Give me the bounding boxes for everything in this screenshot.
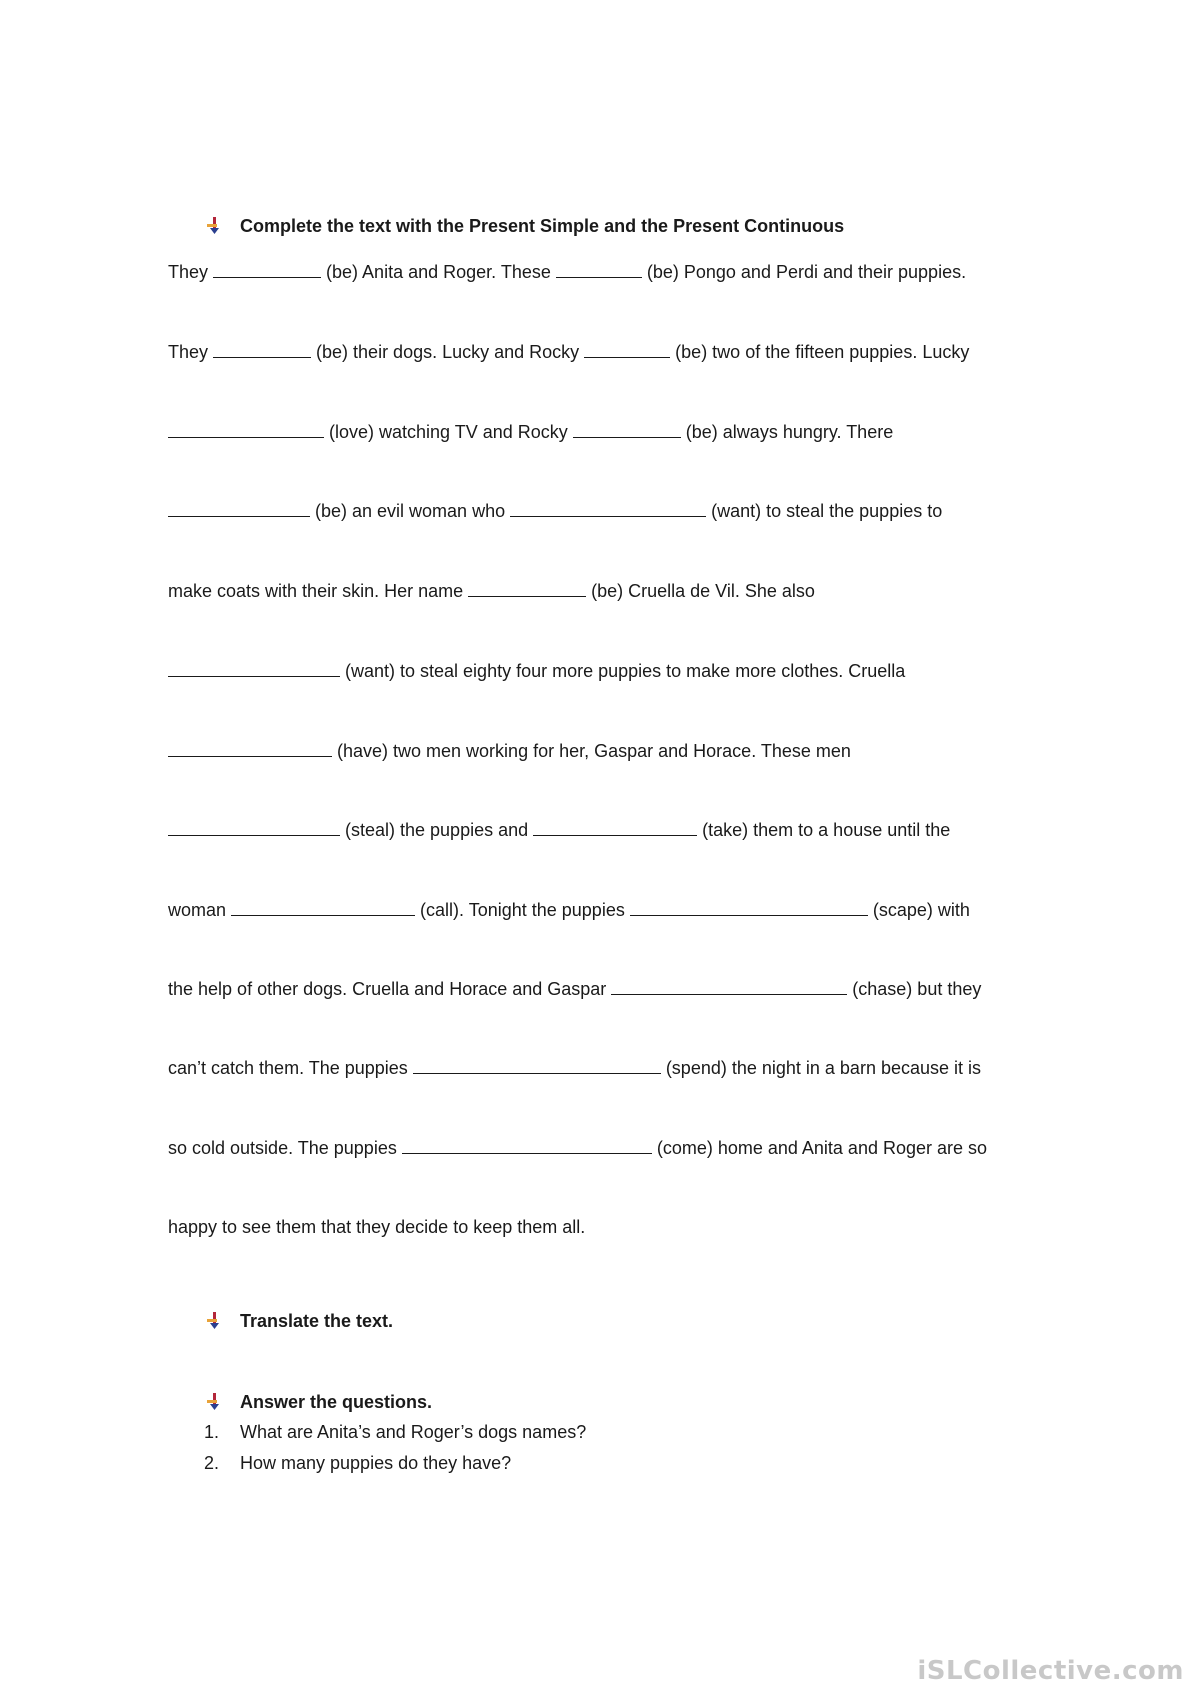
answer-blank[interactable] bbox=[584, 341, 670, 358]
answer-blank[interactable] bbox=[231, 899, 415, 916]
text-line-1 bbox=[168, 260, 966, 284]
segment: make coats with their skin. Her name bbox=[168, 581, 469, 601]
segment: the help of other dogs. Cruella and Horace and Gaspar bbox=[168, 979, 612, 999]
answer-blank[interactable] bbox=[573, 421, 681, 438]
answer-blank[interactable] bbox=[611, 978, 847, 995]
exercise-2-heading bbox=[204, 1309, 393, 1333]
text-line-5 bbox=[168, 579, 815, 603]
exercise-3-heading-text: Answer the questions. bbox=[240, 1392, 433, 1412]
exercise-1-heading-text: Complete the text with the Present Simple and the Present Continuous bbox=[240, 216, 845, 236]
text-line-6 bbox=[168, 659, 905, 683]
segment: (love) watching TV and Rocky bbox=[324, 422, 573, 442]
text-line-8 bbox=[168, 818, 950, 842]
answer-blank[interactable] bbox=[402, 1137, 652, 1154]
text-line-9 bbox=[168, 898, 970, 922]
text-line-3 bbox=[168, 420, 893, 444]
answer-blank[interactable] bbox=[168, 500, 310, 517]
text-line-10 bbox=[168, 977, 981, 1001]
answer-blank[interactable] bbox=[556, 261, 642, 278]
segment: (be) Pongo and Perdi and their puppies. bbox=[641, 262, 967, 282]
text-line-4 bbox=[168, 499, 942, 523]
question-text: What are Anita’s and Roger’s dogs names? bbox=[240, 1422, 587, 1442]
segment: so cold outside. The puppies bbox=[168, 1138, 402, 1158]
list-item bbox=[204, 1451, 511, 1475]
text-line-2 bbox=[168, 340, 969, 364]
segment: They bbox=[168, 262, 214, 282]
list-item bbox=[204, 1420, 586, 1444]
segment: (steal) the puppies and bbox=[340, 820, 534, 840]
segment: (call). Tonight the puppies bbox=[415, 900, 630, 920]
segment: They bbox=[168, 342, 214, 362]
answer-blank[interactable] bbox=[413, 1057, 661, 1074]
segment: can’t catch them. The puppies bbox=[168, 1058, 413, 1078]
site-watermark: iSLCollective.com bbox=[917, 1656, 1184, 1686]
segment: (have) two men working for her, Gaspar and Horace. These men bbox=[332, 741, 851, 761]
answer-blank[interactable] bbox=[630, 899, 868, 916]
segment: (be) always hungry. There bbox=[680, 422, 894, 442]
segment: (spend) the night in a barn because it is bbox=[660, 1058, 982, 1078]
segment: (be) Anita and Roger. These bbox=[321, 262, 556, 282]
arrow-bullet-icon bbox=[204, 1392, 224, 1412]
segment: (want) to steal eighty four more puppies to make more clothes. Cruella bbox=[340, 661, 906, 681]
segment: happy to see them that they decide to keep them all. bbox=[168, 1217, 586, 1237]
segment: (be) Cruella de Vil. She also bbox=[586, 581, 815, 601]
segment: (be) their dogs. Lucky and Rocky bbox=[311, 342, 585, 362]
answer-blank[interactable] bbox=[468, 580, 586, 597]
text-line-13 bbox=[168, 1215, 585, 1239]
exercise-3-heading bbox=[204, 1390, 432, 1414]
segment: (scape) with bbox=[867, 900, 970, 920]
segment: (come) home and Anita and Roger are so bbox=[651, 1138, 988, 1158]
segment: (chase) but they bbox=[847, 979, 982, 999]
text-line-12 bbox=[168, 1136, 987, 1160]
answer-blank[interactable] bbox=[168, 819, 340, 836]
arrow-bullet-icon bbox=[204, 216, 224, 236]
question-text: How many puppies do they have? bbox=[240, 1453, 512, 1473]
answer-blank[interactable] bbox=[213, 261, 321, 278]
answer-blank[interactable] bbox=[168, 421, 324, 438]
answer-blank[interactable] bbox=[213, 341, 311, 358]
text-line-7 bbox=[168, 739, 851, 763]
segment: (be) an evil woman who bbox=[310, 501, 511, 521]
segment: (want) to steal the puppies to bbox=[706, 501, 943, 521]
exercise-1-heading bbox=[204, 214, 844, 238]
segment: woman bbox=[168, 900, 232, 920]
arrow-bullet-icon bbox=[204, 1311, 224, 1331]
text-line-11 bbox=[168, 1056, 981, 1080]
question-number: 1. bbox=[204, 1422, 220, 1442]
segment: (take) them to a house until the bbox=[697, 820, 951, 840]
exercise-2-heading-text: Translate the text. bbox=[240, 1311, 394, 1331]
answer-blank[interactable] bbox=[168, 660, 340, 677]
answer-blank[interactable] bbox=[510, 500, 706, 517]
answer-blank[interactable] bbox=[168, 740, 332, 757]
segment: (be) two of the fifteen puppies. Lucky bbox=[670, 342, 970, 362]
question-number: 2. bbox=[204, 1453, 220, 1473]
answer-blank[interactable] bbox=[533, 819, 697, 836]
